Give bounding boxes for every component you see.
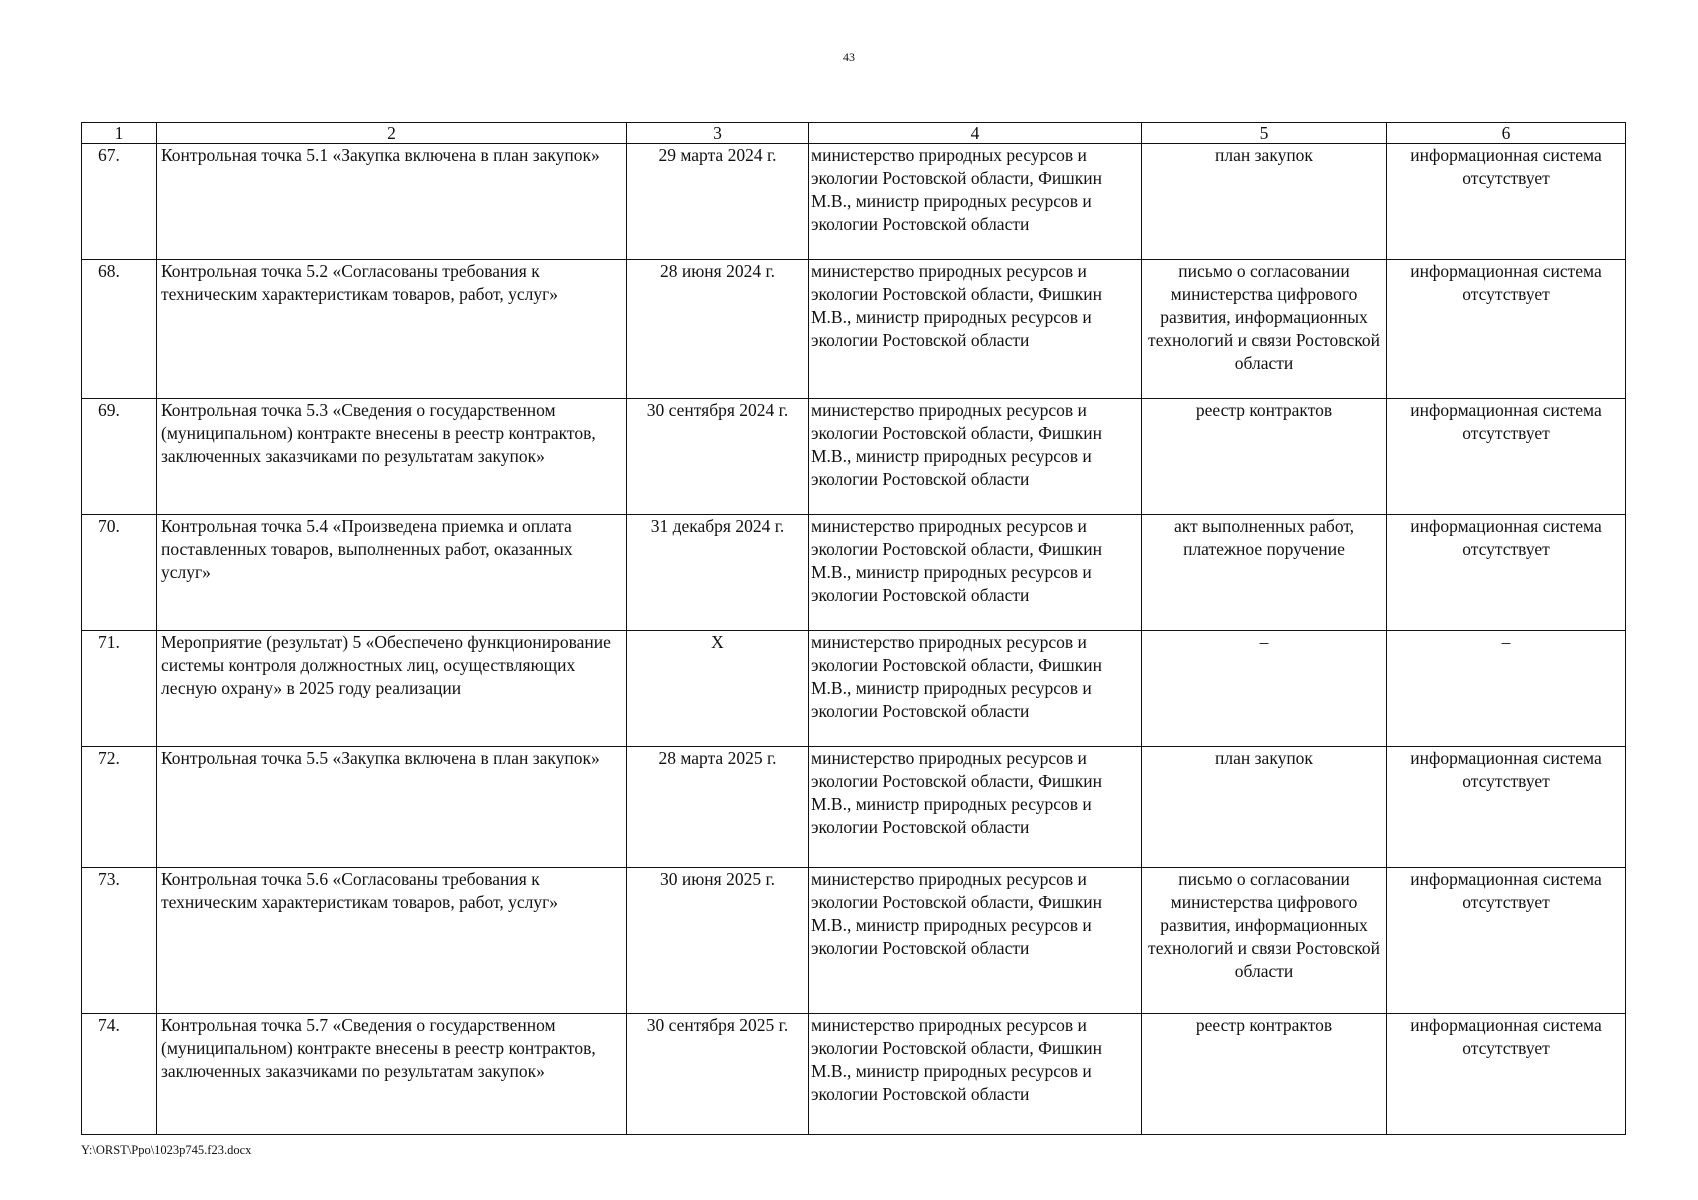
- info-system-cell: информационная система отсутствует: [1387, 399, 1626, 515]
- row-number-cell: 73.: [82, 868, 157, 1014]
- deadline-cell: 28 июня 2024 г.: [627, 260, 809, 399]
- column-header-1: 1: [82, 123, 157, 144]
- column-header-5: 5: [1142, 123, 1387, 144]
- responsible-cell: министерство природных ресурсов и экологии Ростовской области, Фишкин М.В., министр природных ресурсов и экологии Ростовской области: [809, 631, 1142, 747]
- row-number-cell: 71.: [82, 631, 157, 747]
- row-number-cell: 70.: [82, 515, 157, 631]
- deadline-cell: 31 декабря 2024 г.: [627, 515, 809, 631]
- column-header-4: 4: [809, 123, 1142, 144]
- responsible-cell: министерство природных ресурсов и экологии Ростовской области, Фишкин М.В., министр природных ресурсов и экологии Ростовской области: [809, 747, 1142, 868]
- control-points-table: [81, 122, 1626, 1135]
- deadline-cell: 29 марта 2024 г.: [627, 144, 809, 260]
- page-number: 43: [843, 50, 855, 64]
- table-header-row: [82, 123, 1626, 144]
- table-row: [82, 399, 1626, 515]
- table-row: [82, 260, 1626, 399]
- deadline-cell: 28 марта 2025 г.: [627, 747, 809, 868]
- row-number-cell: 69.: [82, 399, 157, 515]
- table-row: [82, 631, 1626, 747]
- document-cell: реестр контрактов: [1142, 1014, 1387, 1135]
- document-cell: акт выполненных работ, платежное поручение: [1142, 515, 1387, 631]
- document-cell: –: [1142, 631, 1387, 747]
- row-number-cell: 67.: [82, 144, 157, 260]
- responsible-cell: министерство природных ресурсов и экологии Ростовской области, Фишкин М.В., министр природных ресурсов и экологии Ростовской области: [809, 260, 1142, 399]
- deadline-cell: 30 сентября 2025 г.: [627, 1014, 809, 1135]
- table-row: [82, 747, 1626, 868]
- column-header-6: 6: [1387, 123, 1626, 144]
- responsible-cell: министерство природных ресурсов и экологии Ростовской области, Фишкин М.В., министр природных ресурсов и экологии Ростовской области: [809, 868, 1142, 1014]
- table-row: [82, 515, 1626, 631]
- document-cell: письмо о согласовании министерства цифрового развития, информационных технологий и связи Ростовской области: [1142, 868, 1387, 1014]
- file-path-footer: Y:\ORST\Ppo\1023p745.f23.docx: [81, 1143, 252, 1157]
- table-row: [82, 144, 1626, 260]
- info-system-cell: информационная система отсутствует: [1387, 144, 1626, 260]
- deadline-cell: X: [627, 631, 809, 747]
- activity-name-cell: Контрольная точка 5.4 «Произведена приемка и оплата поставленных товаров, выполненных работ, оказанных услуг»: [157, 515, 627, 631]
- column-header-3: 3: [627, 123, 809, 144]
- deadline-cell: 30 июня 2025 г.: [627, 868, 809, 1014]
- activity-name-cell: Контрольная точка 5.2 «Согласованы требования к техническим характеристикам товаров, работ, услуг»: [157, 260, 627, 399]
- document-cell: письмо о согласовании министерства цифрового развития, информационных технологий и связи Ростовской области: [1142, 260, 1387, 399]
- info-system-cell: информационная система отсутствует: [1387, 1014, 1626, 1135]
- row-number-cell: 72.: [82, 747, 157, 868]
- document-cell: план закупок: [1142, 144, 1387, 260]
- column-header-2: 2: [157, 123, 627, 144]
- responsible-cell: министерство природных ресурсов и экологии Ростовской области, Фишкин М.В., министр природных ресурсов и экологии Ростовской области: [809, 515, 1142, 631]
- row-number-cell: 68.: [82, 260, 157, 399]
- row-number-cell: 74.: [82, 1014, 157, 1135]
- activity-name-cell: Контрольная точка 5.7 «Сведения о государственном (муниципальном) контракте внесены в реестр контрактов, заключенных заказчиками по результатам закупок»: [157, 1014, 627, 1135]
- deadline-cell: 30 сентября 2024 г.: [627, 399, 809, 515]
- document-cell: план закупок: [1142, 747, 1387, 868]
- activity-name-cell: Мероприятие (результат) 5 «Обеспечено функционирование системы контроля должностных лиц, осуществляющих лесную охрану» в 2025 году реализации: [157, 631, 627, 747]
- activity-name-cell: Контрольная точка 5.5 «Закупка включена в план закупок»: [157, 747, 627, 868]
- responsible-cell: министерство природных ресурсов и экологии Ростовской области, Фишкин М.В., министр природных ресурсов и экологии Ростовской области: [809, 399, 1142, 515]
- responsible-cell: министерство природных ресурсов и экологии Ростовской области, Фишкин М.В., министр природных ресурсов и экологии Ростовской области: [809, 1014, 1142, 1135]
- info-system-cell: информационная система отсутствует: [1387, 260, 1626, 399]
- table-row: [82, 1014, 1626, 1135]
- info-system-cell: информационная система отсутствует: [1387, 747, 1626, 868]
- activity-name-cell: Контрольная точка 5.1 «Закупка включена в план закупок»: [157, 144, 627, 260]
- document-cell: реестр контрактов: [1142, 399, 1387, 515]
- activity-name-cell: Контрольная точка 5.6 «Согласованы требования к техническим характеристикам товаров, работ, услуг»: [157, 868, 627, 1014]
- responsible-cell: министерство природных ресурсов и экологии Ростовской области, Фишкин М.В., министр природных ресурсов и экологии Ростовской области: [809, 144, 1142, 260]
- activity-name-cell: Контрольная точка 5.3 «Сведения о государственном (муниципальном) контракте внесены в реестр контрактов, заключенных заказчиками по результатам закупок»: [157, 399, 627, 515]
- info-system-cell: –: [1387, 631, 1626, 747]
- table-row: [82, 868, 1626, 1014]
- info-system-cell: информационная система отсутствует: [1387, 868, 1626, 1014]
- info-system-cell: информационная система отсутствует: [1387, 515, 1626, 631]
